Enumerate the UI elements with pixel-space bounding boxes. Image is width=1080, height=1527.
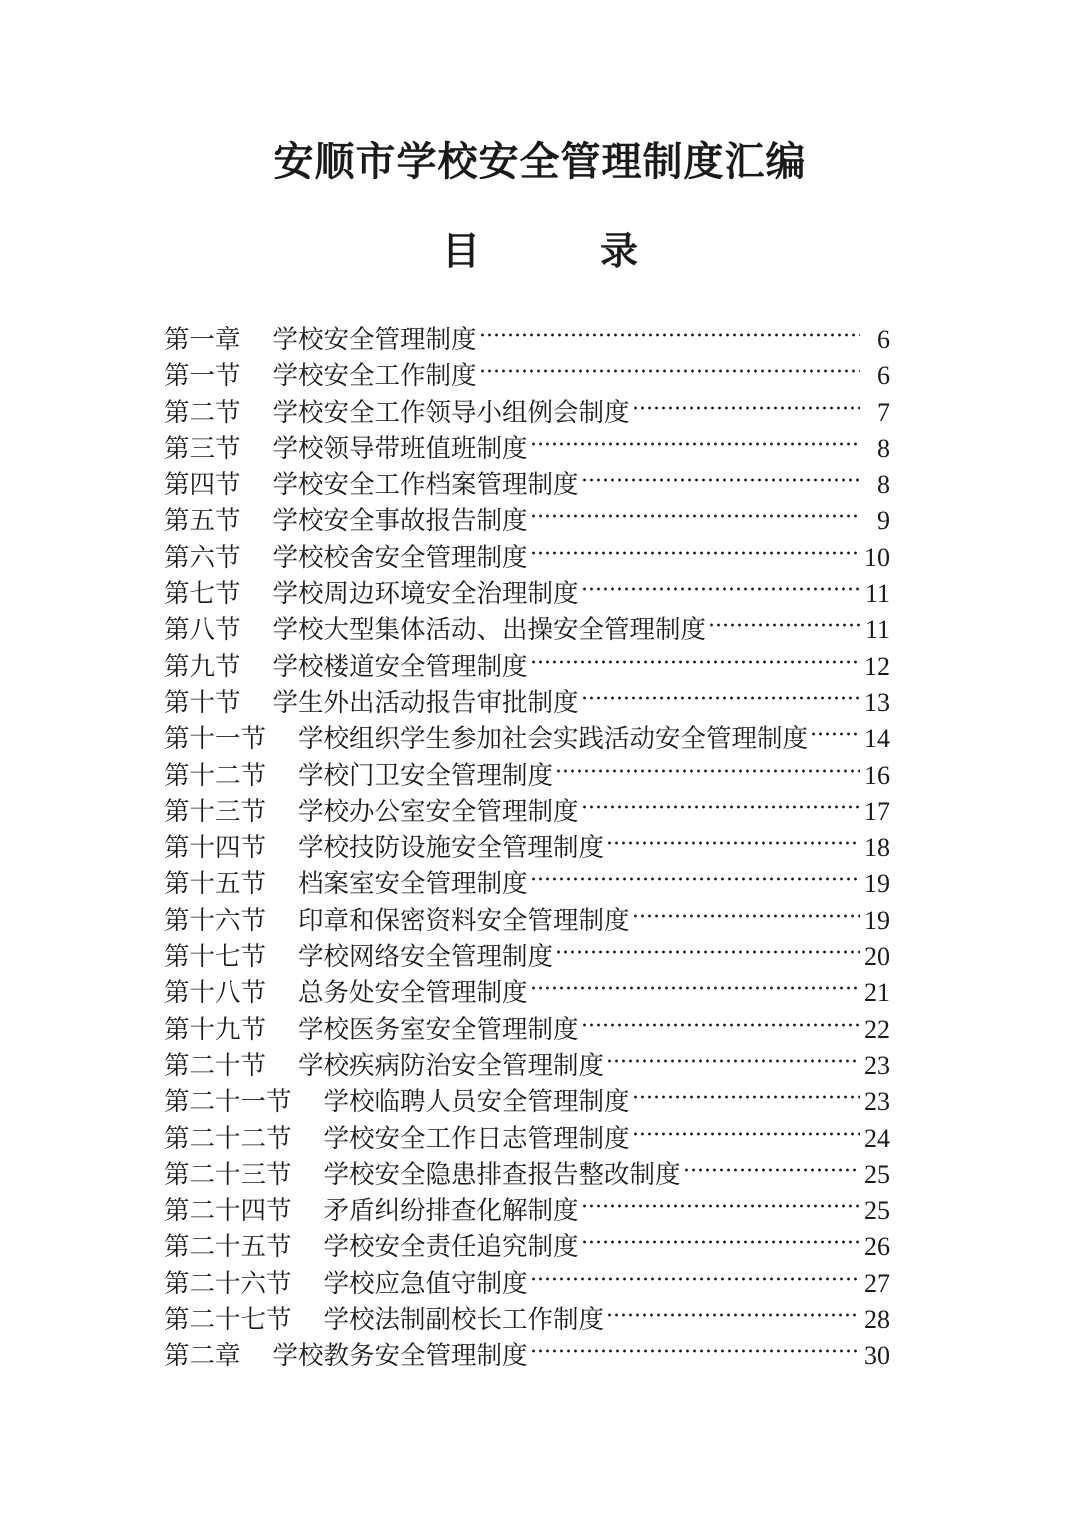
toc-entry-page: 11 bbox=[864, 615, 890, 645]
toc-entry-number: 第十二节 bbox=[164, 760, 267, 791]
toc-entry-title: 学校医务室安全管理制度 bbox=[298, 1014, 579, 1045]
toc-dot-leader bbox=[581, 675, 860, 711]
toc-dot-leader bbox=[581, 1219, 860, 1255]
toc-entry-number: 第十八节 bbox=[164, 978, 267, 1009]
toc-entry-title: 学校领导带班值班制度 bbox=[272, 433, 528, 464]
toc-entry-page: 8 bbox=[877, 433, 890, 463]
toc-entry-title: 学校安全工作日志管理制度 bbox=[323, 1123, 630, 1154]
toc-entry-number: 第二十一节 bbox=[164, 1087, 292, 1118]
toc-entry-title: 学校安全工作领导小组例会制度 bbox=[272, 397, 630, 428]
toc-dot-leader bbox=[632, 385, 860, 421]
toc-dot-leader bbox=[810, 711, 860, 747]
toc-entry-title: 学校临聘人员安全管理制度 bbox=[323, 1087, 630, 1118]
toc-dot-leader bbox=[606, 1292, 860, 1328]
toc-entry-number: 第二十二节 bbox=[164, 1123, 292, 1154]
toc-entry-title: 学校安全工作制度 bbox=[272, 361, 477, 392]
toc-dot-leader bbox=[581, 1183, 860, 1219]
toc-entry-title: 学校安全事故报告制度 bbox=[272, 506, 528, 537]
toc-entry-title: 学校教务安全管理制度 bbox=[272, 1341, 528, 1372]
toc-entry-page: 19 bbox=[864, 905, 890, 935]
toc-entry-number: 第二十六节 bbox=[164, 1268, 292, 1299]
toc-entry-title: 学校组织学生参加社会实践活动安全管理制度 bbox=[298, 724, 809, 755]
toc-dot-leader bbox=[606, 1038, 860, 1074]
toc-entry-number: 第七节 bbox=[164, 579, 241, 610]
toc-entry-page: 16 bbox=[864, 760, 890, 790]
toc-entry-title: 档案室安全管理制度 bbox=[298, 869, 528, 900]
toc-dot-leader bbox=[632, 893, 860, 929]
toc-entry-page: 18 bbox=[864, 833, 890, 863]
toc-entry-number: 第三节 bbox=[164, 433, 241, 464]
toc-entry-number: 第四节 bbox=[164, 470, 241, 501]
toc-entry-number: 第十六节 bbox=[164, 905, 267, 936]
toc-entry-title: 学校大型集体活动、出操安全管理制度 bbox=[272, 615, 707, 646]
toc-dot-leader bbox=[581, 1002, 860, 1038]
document-title: 安顺市学校安全管理制度汇编 bbox=[273, 139, 807, 185]
toc-entry-number: 第二十五节 bbox=[164, 1232, 292, 1263]
toc-dot-leader bbox=[530, 1256, 860, 1292]
toc-entry-number: 第八节 bbox=[164, 615, 241, 646]
toc-entry-number: 第一节 bbox=[164, 361, 241, 392]
toc-entry-title: 学校安全责任追究制度 bbox=[323, 1232, 579, 1263]
toc-entry-number: 第五节 bbox=[164, 506, 241, 537]
toc-entry-page: 21 bbox=[864, 978, 890, 1008]
toc-entry-number: 第二章 bbox=[164, 1341, 241, 1372]
toc-entry-page: 6 bbox=[877, 325, 890, 354]
toc-dot-leader bbox=[708, 602, 860, 638]
toc-entry-number: 第一章 bbox=[164, 325, 241, 355]
table-of-contents bbox=[164, 312, 890, 1372]
toc-heading bbox=[0, 226, 1080, 276]
toc-dot-leader bbox=[479, 312, 860, 348]
toc-entry-page: 23 bbox=[864, 1050, 890, 1080]
toc-entry-page: 20 bbox=[864, 942, 890, 972]
toc-entry-page: 10 bbox=[864, 542, 890, 572]
toc-dot-leader bbox=[683, 1147, 860, 1183]
toc-entry-title: 印章和保密资料安全管理制度 bbox=[298, 905, 630, 936]
toc-entry-number: 第十节 bbox=[164, 687, 241, 718]
toc-dot-leader bbox=[530, 493, 860, 529]
toc-heading-left: 目 bbox=[441, 229, 480, 273]
toc-entry-title: 学校网络安全管理制度 bbox=[298, 942, 554, 973]
toc-entry-number: 第二十三节 bbox=[164, 1159, 292, 1190]
toc-dot-leader bbox=[530, 965, 860, 1001]
toc-entry-number: 第二十七节 bbox=[164, 1305, 292, 1336]
toc-dot-leader bbox=[530, 639, 860, 675]
toc-dot-leader bbox=[581, 784, 860, 820]
toc-entry-number: 第十九节 bbox=[164, 1014, 267, 1045]
toc-dot-leader bbox=[530, 421, 860, 457]
toc-entry-title: 学校办公室安全管理制度 bbox=[298, 796, 579, 827]
toc-entry-title: 学校应急值守制度 bbox=[323, 1268, 528, 1299]
toc-entry-page: 8 bbox=[877, 470, 890, 500]
toc-entry-page: 14 bbox=[864, 724, 890, 754]
toc-entry-page: 13 bbox=[864, 687, 890, 717]
toc-entry-number: 第十四节 bbox=[164, 833, 267, 864]
toc-entry-page: 24 bbox=[864, 1123, 890, 1153]
toc-dot-leader bbox=[479, 348, 860, 384]
toc-entry-page: 27 bbox=[864, 1268, 890, 1298]
toc-entry-title: 学校周边环境安全治理制度 bbox=[272, 579, 579, 610]
toc-entry[interactable] bbox=[164, 312, 890, 355]
toc-entry-page: 23 bbox=[864, 1087, 890, 1117]
toc-entry-page: 19 bbox=[864, 869, 890, 899]
toc-heading-right: 录 bbox=[600, 229, 639, 273]
toc-entry-page: 22 bbox=[864, 1014, 890, 1044]
toc-entry-title: 学校安全管理制度 bbox=[272, 325, 477, 355]
toc-dot-leader bbox=[581, 566, 860, 602]
toc-dot-leader bbox=[581, 457, 860, 493]
toc-entry-title: 学校安全工作档案管理制度 bbox=[272, 470, 579, 501]
toc-entry-number: 第二十节 bbox=[164, 1050, 267, 1081]
toc-entry-title: 总务处安全管理制度 bbox=[298, 978, 528, 1009]
toc-dot-leader bbox=[632, 1111, 860, 1147]
toc-dot-leader bbox=[606, 820, 860, 856]
toc-entry-page: 30 bbox=[864, 1341, 890, 1371]
toc-dot-leader bbox=[530, 530, 860, 566]
toc-entry-page: 9 bbox=[877, 506, 890, 536]
toc-entry-title: 矛盾纠纷排查化解制度 bbox=[323, 1196, 579, 1227]
toc-entry-number: 第十一节 bbox=[164, 724, 267, 755]
toc-dot-leader bbox=[530, 856, 860, 892]
toc-entry-page: 25 bbox=[864, 1159, 890, 1189]
toc-entry-page: 11 bbox=[864, 579, 890, 609]
toc-entry-number: 第二节 bbox=[164, 397, 241, 428]
toc-entry-title: 学校校舍安全管理制度 bbox=[272, 542, 528, 573]
toc-dot-leader bbox=[530, 1328, 860, 1364]
toc-entry-number: 第十三节 bbox=[164, 796, 267, 827]
toc-entry-title: 学校疾病防治安全管理制度 bbox=[298, 1050, 605, 1081]
toc-dot-leader bbox=[555, 929, 860, 965]
toc-entry-number: 第二十四节 bbox=[164, 1196, 292, 1227]
toc-entry-number: 第十七节 bbox=[164, 942, 267, 973]
toc-dot-leader bbox=[632, 1074, 860, 1110]
toc-entry-number: 第六节 bbox=[164, 542, 241, 573]
toc-entry-number: 第九节 bbox=[164, 651, 241, 682]
toc-entry-page: 7 bbox=[877, 397, 890, 427]
toc-entry-page: 12 bbox=[864, 651, 890, 681]
toc-entry-page: 28 bbox=[864, 1305, 890, 1335]
toc-entry-title: 学生外出活动报告审批制度 bbox=[272, 687, 579, 718]
toc-entry-page: 6 bbox=[877, 361, 890, 391]
toc-entry-page: 26 bbox=[864, 1232, 890, 1262]
toc-entry-number: 第十五节 bbox=[164, 869, 267, 900]
toc-entry-title: 学校门卫安全管理制度 bbox=[298, 760, 554, 791]
toc-entry-title: 学校楼道安全管理制度 bbox=[272, 651, 528, 682]
toc-entry-title: 学校技防设施安全管理制度 bbox=[298, 833, 605, 864]
toc-entry-title: 学校安全隐患排查报告整改制度 bbox=[323, 1159, 681, 1190]
toc-entry-title: 学校法制副校长工作制度 bbox=[323, 1305, 605, 1336]
toc-dot-leader bbox=[555, 748, 860, 784]
toc-entry-page: 17 bbox=[864, 796, 890, 826]
toc-entry-page: 25 bbox=[864, 1196, 890, 1226]
